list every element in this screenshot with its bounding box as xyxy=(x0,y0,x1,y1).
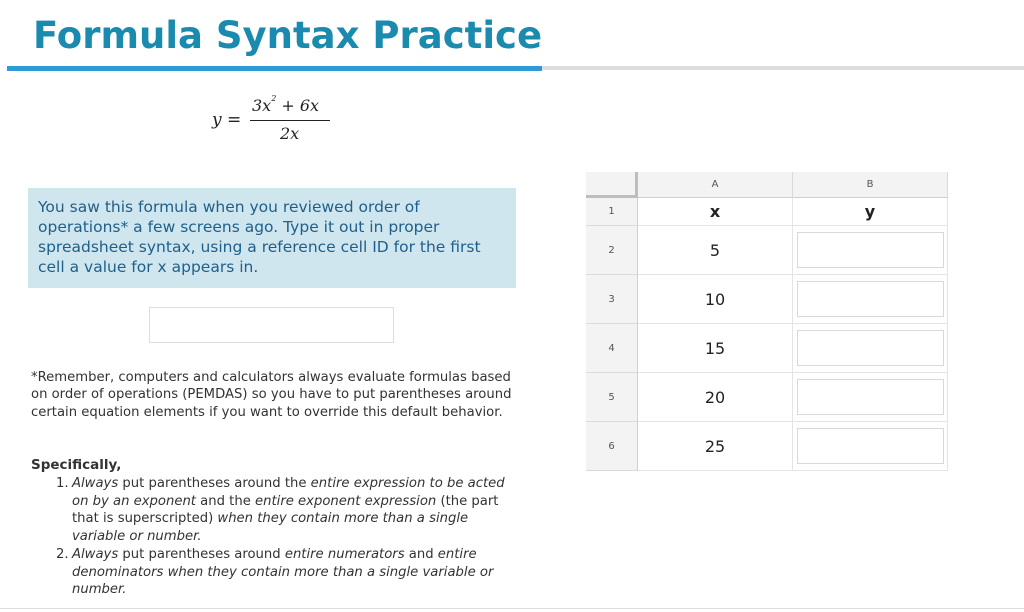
y-input-row-3[interactable] xyxy=(797,281,944,317)
fraction-bar xyxy=(250,120,330,121)
cell-a4[interactable]: 15 xyxy=(638,324,793,373)
instructions-box: You saw this formula when you reviewed order of operations* a few screens ago. Type it out in proper spreadsheet syntax, using a reference cell ID for the first cell a value for x appears in. xyxy=(28,188,516,288)
rule-text: put parentheses around xyxy=(118,547,285,562)
pemdas-note: *Remember, computers and calculators always evaluate formulas based on order of operations (PEMDAS) so you have to put parentheses around certain equation elements if you want to override this default behavior. xyxy=(31,370,512,420)
formula-lhs: y = xyxy=(212,110,242,130)
row-header-1[interactable]: 1 xyxy=(586,198,638,226)
formula-denominator: 2x xyxy=(280,124,300,143)
cell-a2[interactable]: 5 xyxy=(638,226,793,275)
specifically-heading: Specifically, xyxy=(31,457,122,473)
formula-display xyxy=(206,92,346,148)
y-input-row-5[interactable] xyxy=(797,379,944,415)
rule-item xyxy=(31,475,506,545)
cell-a5[interactable]: 20 xyxy=(638,373,793,422)
row-header-3[interactable]: 3 xyxy=(586,275,638,324)
rule-text: (the part that is superscripted) xyxy=(72,493,499,526)
rule-number: 1. xyxy=(56,476,69,491)
column-header-b[interactable]: B xyxy=(793,172,948,198)
rule-emphasis: entire exponent expression xyxy=(255,493,437,509)
rule-text: and xyxy=(404,547,438,562)
rule-item xyxy=(31,546,506,599)
cell-a1[interactable]: x xyxy=(638,198,793,226)
rule-emphasis: Always xyxy=(72,547,119,562)
cell-a6[interactable]: 25 xyxy=(638,422,793,471)
formula-answer-input[interactable] xyxy=(149,307,394,343)
column-header-a[interactable]: A xyxy=(638,172,793,198)
y-input-row-4[interactable] xyxy=(797,330,944,366)
cell-a3[interactable]: 10 xyxy=(638,275,793,324)
y-input-row-6[interactable] xyxy=(797,428,944,464)
rule-text: put parentheses around the xyxy=(118,476,311,491)
rule-text: and the xyxy=(195,493,256,509)
rule-number: 2. xyxy=(56,547,69,562)
row-header-5[interactable]: 5 xyxy=(586,373,638,422)
rules-list xyxy=(31,475,506,600)
page-title: Formula Syntax Practice xyxy=(33,14,543,57)
cell-b6 xyxy=(793,422,948,471)
cell-b3 xyxy=(793,275,948,324)
row-header-4[interactable]: 4 xyxy=(586,324,638,373)
formula-numerator xyxy=(252,94,319,115)
rule-emphasis: Always xyxy=(72,476,119,491)
cell-b1[interactable]: y xyxy=(793,198,948,226)
rule-emphasis: when they contain more than a single variable or number. xyxy=(72,511,469,544)
formula-exponent: 2 xyxy=(271,94,277,103)
formula-numerator-term: 3x xyxy=(252,96,272,115)
row-header-2[interactable]: 2 xyxy=(586,226,638,275)
rule-emphasis: entire numerators xyxy=(284,547,405,562)
title-progress-accent xyxy=(7,66,542,71)
cell-b4 xyxy=(793,324,948,373)
rule-emphasis: entire denominators when they contain more than a single variable or number. xyxy=(72,547,494,597)
sheet-corner xyxy=(586,172,638,198)
cell-b5 xyxy=(793,373,948,422)
spreadsheet xyxy=(586,172,952,474)
y-input-row-2[interactable] xyxy=(797,232,944,268)
bottom-divider xyxy=(0,608,1024,609)
cell-b2 xyxy=(793,226,948,275)
rule-emphasis: entire expression to be acted on by an exponent xyxy=(72,476,505,509)
formula-numerator-rest: + 6x xyxy=(276,96,320,115)
row-header-6[interactable]: 6 xyxy=(586,422,638,471)
